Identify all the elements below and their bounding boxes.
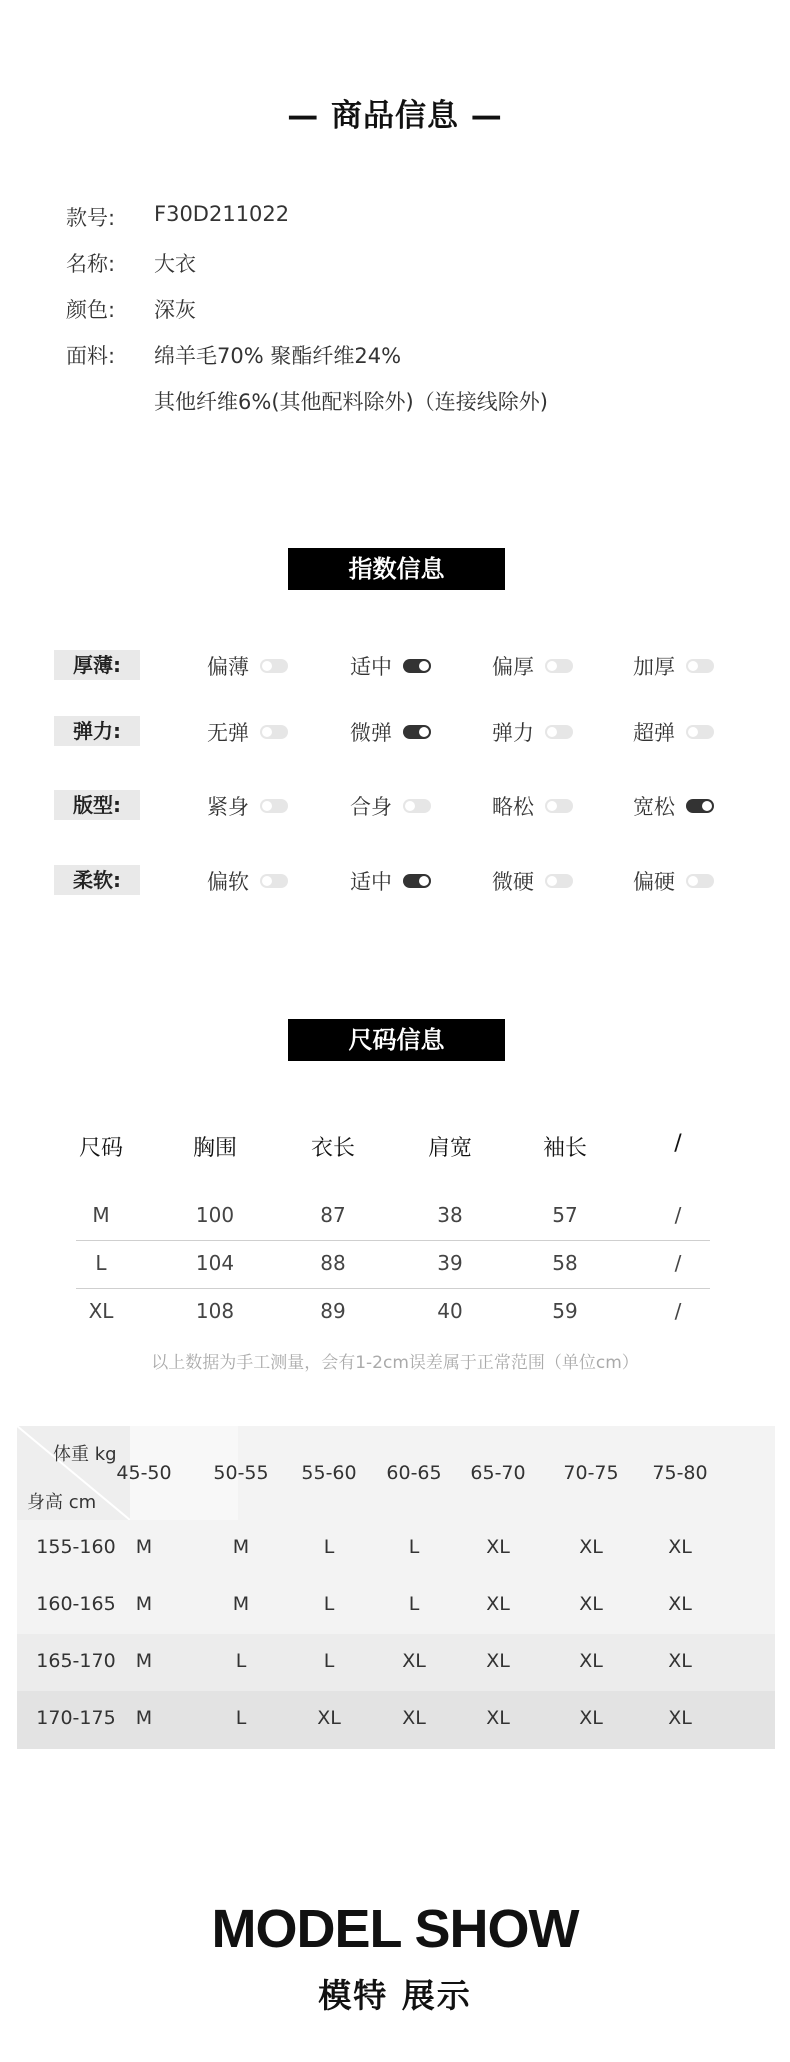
size-table-cell: 57 <box>552 1203 578 1227</box>
info-value: F30D211022 <box>154 202 290 226</box>
index-option-label: 偏硬 <box>633 870 675 894</box>
toggle-knob <box>405 801 415 811</box>
toggle-knob <box>688 661 698 671</box>
height-range-label: 165-170 <box>36 1650 116 1672</box>
info-value: 绵羊毛70% 聚酯纤维24% <box>154 344 402 368</box>
recommended-size: XL <box>486 1593 510 1615</box>
recommended-size: M <box>135 1707 153 1729</box>
index-row-label: 版型: <box>54 790 140 820</box>
size-table-cell: 39 <box>437 1251 463 1275</box>
toggle-knob <box>688 727 698 737</box>
product-info-title: — 商品信息 — <box>287 98 503 134</box>
toggle-knob <box>262 801 272 811</box>
recommended-size: XL <box>317 1707 341 1729</box>
recommended-size: M <box>232 1536 250 1558</box>
measurement-note: 以上数据为手工测量，会有1-2cm误差属于正常范围（单位cm） <box>151 1353 639 1373</box>
recommended-size: L <box>235 1707 247 1729</box>
toggle-knob <box>688 876 698 886</box>
weight-range-header: 70-75 <box>563 1462 619 1484</box>
toggle-off-icon <box>545 725 573 739</box>
recommended-size: L <box>323 1650 335 1672</box>
toggle-knob <box>702 801 712 811</box>
recommended-size: M <box>135 1593 153 1615</box>
height-range-label: 160-165 <box>36 1593 116 1615</box>
index-option-label: 微硬 <box>492 870 534 894</box>
weight-range-header: 45-50 <box>116 1462 172 1484</box>
weight-range-header: 75-80 <box>652 1462 708 1484</box>
size-table-cell: 89 <box>320 1299 346 1323</box>
toggle-knob <box>547 801 557 811</box>
info-value: 深灰 <box>154 298 196 322</box>
size-table-header: 肩宽 <box>427 1136 472 1161</box>
weight-range-header: 55-60 <box>301 1462 357 1484</box>
index-option-label: 微弹 <box>350 721 392 745</box>
toggle-off-icon <box>545 874 573 888</box>
grid-row <box>17 1634 775 1692</box>
height-axis-label: 身高 cm <box>27 1492 97 1513</box>
toggle-on-icon <box>403 659 431 673</box>
index-option-label: 适中 <box>350 870 392 894</box>
toggle-off-icon <box>403 799 431 813</box>
size-table-cell: XL <box>88 1299 114 1323</box>
index-row-label: 弹力: <box>54 716 140 746</box>
toggle-on-icon <box>403 725 431 739</box>
toggle-off-icon <box>686 874 714 888</box>
recommended-size: XL <box>668 1650 692 1672</box>
recommended-size: XL <box>486 1707 510 1729</box>
size-table-cell: 38 <box>437 1203 463 1227</box>
size-table-cell: / <box>674 1299 682 1323</box>
recommended-size: L <box>235 1650 247 1672</box>
height-range-label: 155-160 <box>36 1536 116 1558</box>
recommended-size: XL <box>402 1707 426 1729</box>
index-row-label: 厚薄: <box>54 650 140 680</box>
height-range-label: 170-175 <box>36 1707 116 1729</box>
grid-row <box>17 1577 775 1635</box>
toggle-on-icon <box>403 874 431 888</box>
size-table-divider <box>76 1288 710 1289</box>
recommended-size: L <box>323 1536 335 1558</box>
toggle-knob <box>547 661 557 671</box>
recommended-size: XL <box>402 1650 426 1672</box>
index-option-label: 略松 <box>492 795 534 819</box>
weight-range-header: 50-55 <box>213 1462 269 1484</box>
info-key: 颜色: <box>66 298 116 322</box>
toggle-off-icon <box>260 799 288 813</box>
index-option-label: 偏薄 <box>207 655 249 679</box>
index-option-label: 弹力 <box>492 721 534 745</box>
recommended-size: M <box>135 1536 153 1558</box>
size-table-cell: 88 <box>320 1251 346 1275</box>
toggle-knob <box>262 876 272 886</box>
weight-range-header: 65-70 <box>470 1462 526 1484</box>
info-value: 其他纤维6%(其他配料除外)（连接线除外) <box>154 390 548 414</box>
index-option-label: 紧身 <box>207 795 249 819</box>
recommended-size: M <box>135 1650 153 1672</box>
info-value: 大衣 <box>154 252 196 276</box>
size-recommendation-grid <box>17 1426 775 1748</box>
size-table-header: 尺码 <box>78 1136 123 1161</box>
recommended-size: XL <box>579 1650 603 1672</box>
model-show-subtitle: 模特 展示 <box>318 1976 472 2015</box>
recommended-size: L <box>323 1593 335 1615</box>
toggle-knob <box>547 876 557 886</box>
size-table-cell: 59 <box>552 1299 578 1323</box>
index-option-label: 合身 <box>350 795 392 819</box>
recommended-size: XL <box>579 1593 603 1615</box>
weight-range-header: 60-65 <box>386 1462 442 1484</box>
recommended-size: L <box>408 1593 420 1615</box>
weight-axis-label: 体重 kg <box>53 1444 117 1465</box>
index-option-label: 适中 <box>350 655 392 679</box>
toggle-off-icon <box>260 725 288 739</box>
recommended-size: L <box>408 1536 420 1558</box>
info-key: 面料: <box>66 344 116 368</box>
toggle-knob <box>262 727 272 737</box>
size-table-header: 衣长 <box>310 1136 355 1161</box>
toggle-knob <box>547 727 557 737</box>
recommended-size: XL <box>579 1536 603 1558</box>
recommended-size: XL <box>486 1650 510 1672</box>
size-table-divider <box>76 1240 710 1241</box>
toggle-knob <box>419 876 429 886</box>
grid-row <box>17 1691 775 1749</box>
recommended-size: XL <box>579 1707 603 1729</box>
size-table-cell: 58 <box>552 1251 578 1275</box>
index-option-label: 偏厚 <box>492 655 534 679</box>
size-table-cell: / <box>674 1203 682 1227</box>
size-table-cell: 40 <box>437 1299 463 1323</box>
toggle-off-icon <box>260 874 288 888</box>
toggle-knob <box>419 661 429 671</box>
size-table-cell: 100 <box>195 1203 235 1227</box>
info-key: 名称: <box>66 252 116 276</box>
toggle-off-icon <box>260 659 288 673</box>
info-key: 款号: <box>66 206 116 230</box>
recommended-size: XL <box>668 1593 692 1615</box>
toggle-knob <box>419 727 429 737</box>
size-table-cell: M <box>92 1203 110 1227</box>
size-table-cell: L <box>95 1251 107 1275</box>
recommended-size: M <box>232 1593 250 1615</box>
toggle-on-icon <box>686 799 714 813</box>
grid-row <box>17 1520 775 1578</box>
model-show-title: MODEL SHOW <box>211 1899 579 1959</box>
index-option-label: 偏软 <box>207 870 249 894</box>
toggle-off-icon <box>545 659 573 673</box>
size-table-cell: 87 <box>320 1203 346 1227</box>
index-option-label: 超弹 <box>633 721 675 745</box>
toggle-off-icon <box>545 799 573 813</box>
index-info-banner: 指数信息 <box>288 548 505 590</box>
index-option-label: 无弹 <box>207 721 249 745</box>
toggle-off-icon <box>686 659 714 673</box>
index-option-label: 加厚 <box>633 655 675 679</box>
toggle-off-icon <box>686 725 714 739</box>
size-table-header: 胸围 <box>192 1136 237 1161</box>
index-option-label: 宽松 <box>633 795 675 819</box>
size-info-banner: 尺码信息 <box>288 1019 505 1061</box>
size-table-cell: 104 <box>195 1251 235 1275</box>
size-table-header: 袖长 <box>542 1136 587 1161</box>
recommended-size: XL <box>668 1707 692 1729</box>
size-table-cell: / <box>674 1251 682 1275</box>
index-row-label: 柔软: <box>54 865 140 895</box>
size-table-cell: 108 <box>195 1299 235 1323</box>
recommended-size: XL <box>486 1536 510 1558</box>
size-table-header: / <box>674 1131 682 1156</box>
toggle-knob <box>262 661 272 671</box>
recommended-size: XL <box>668 1536 692 1558</box>
